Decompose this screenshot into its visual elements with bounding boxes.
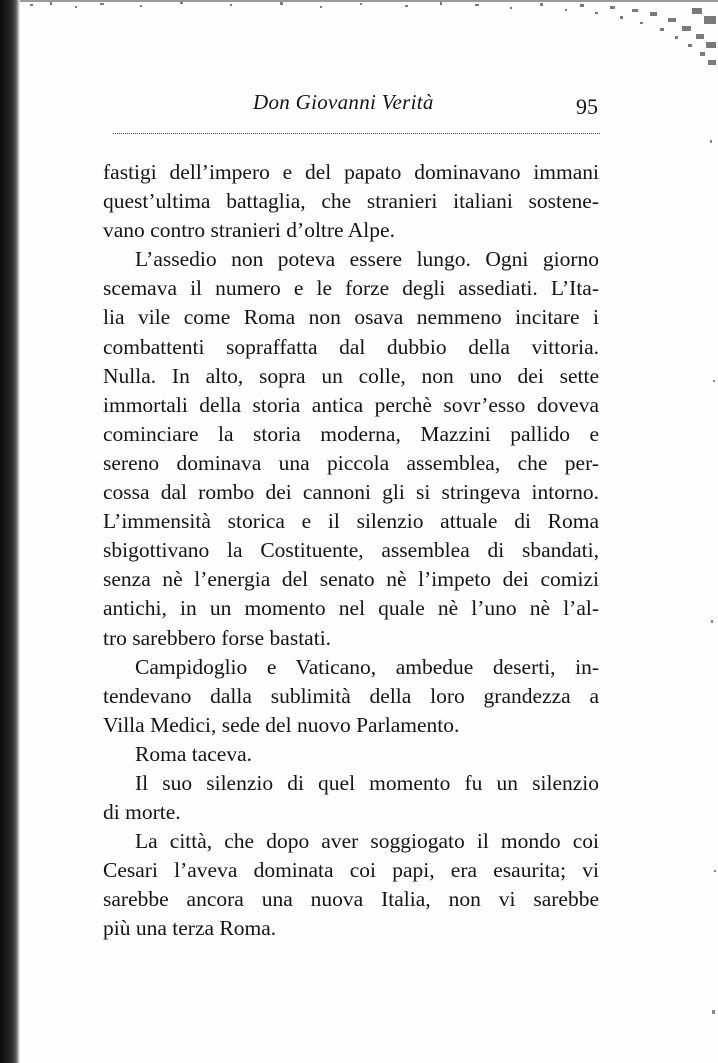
page-number: 95 — [576, 94, 598, 119]
text-line: combattenti sopraffatta dal dubbio della vittoria. — [103, 334, 599, 359]
text-line: cossa dal rombo dei cannoni gli si stringeva intorno. — [103, 480, 599, 505]
header-rule — [113, 133, 600, 134]
text-line: Nulla. In alto, sopra un colle, non uno dei sette — [103, 363, 599, 388]
text-line: sarebbe ancora una nuova Italia, non vi sarebbe — [103, 887, 599, 912]
text-line: Campidoglio e Vaticano, ambedue deserti, in- — [135, 654, 599, 679]
text-line: vano contro stranieri d’oltre Alpe. — [103, 218, 395, 243]
text-line: La città, che dopo aver soggiogato il mondo coi — [135, 829, 599, 854]
scan-noise — [20, 0, 718, 70]
running-title: Don Giovanni Verità — [253, 90, 434, 114]
text-line: Cesari l’aveva dominata coi papi, era esaurita; vi — [103, 858, 599, 883]
running-head — [0, 84, 718, 124]
page-edge-specks — [706, 0, 718, 1063]
text-line: senza nè l’energia del senato nè l’impeto dei comizi — [103, 567, 599, 592]
body-text — [103, 158, 599, 944]
text-line: più una terza Roma. — [103, 916, 277, 941]
text-line: sereno dominava una piccola assemblea, che per- — [103, 450, 599, 475]
text-line: L’immensità storica e il silenzio attuale di Roma — [103, 509, 599, 534]
text-line: di morte. — [103, 800, 181, 825]
text-line: tendevano dalla sublimità della loro grandezza a — [103, 683, 599, 708]
text-line: cominciare la storia moderna, Mazzini pallido e — [103, 421, 599, 446]
text-line: antichi, in un momento nel quale nè l’uno nè l’al- — [103, 596, 599, 621]
text-line: Roma taceva. — [135, 741, 253, 766]
text-line: lia vile come Roma non osava nemmeno incitare i — [103, 305, 599, 330]
text-line: immortali della storia antica perchè sovr’esso doveva — [103, 392, 599, 417]
text-line: sbigottivano la Costituente, assemblea di sbandati, — [103, 538, 599, 563]
text-line: Villa Medici, sede del nuovo Parlamento. — [103, 712, 460, 737]
binding-shadow — [0, 0, 20, 1063]
text-line: L’assedio non poteva essere lungo. Ogni giorno — [135, 247, 599, 272]
text-line: quest’ultima battaglia, che stranieri italiani sostene- — [103, 189, 599, 214]
text-line: fastigi dell’impero e del papato dominavano immani — [103, 160, 599, 184]
text-line: Il suo silenzio di quel momento fu un silenzio — [135, 770, 599, 795]
text-line: scemava il numero e le forze degli assediati. L’Ita- — [103, 276, 599, 301]
text-line: tro sarebbero forse bastati. — [103, 625, 332, 650]
